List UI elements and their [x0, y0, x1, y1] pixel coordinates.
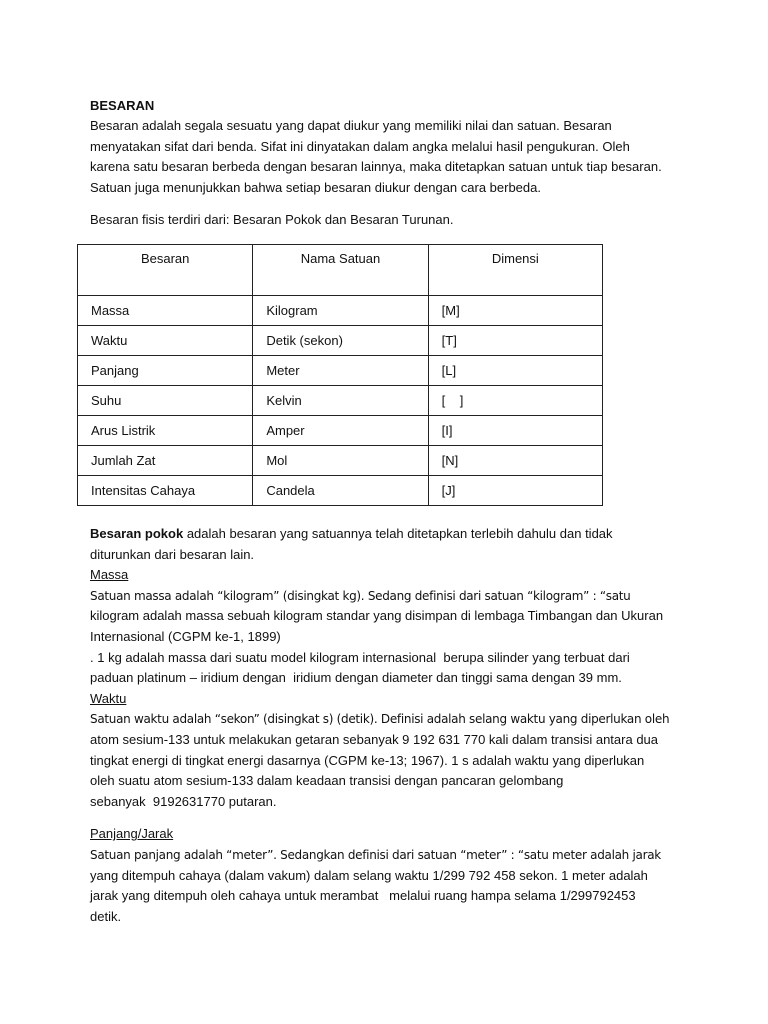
waktu-line: tingkat energi di tingkat energi dasarnya (CGPM ke-13; 1967). 1 s adalah waktu yang diperlukan [90, 752, 645, 768]
waktu-line: Satuan waktu adalah “sekon” (disingkat s) (detik). Definisi adalah selang waktu yang diperlukan oleh [90, 712, 670, 727]
table-cell: [M] [428, 296, 602, 326]
massa-line: Internasional (CGPM ke-1, 1899) [90, 628, 281, 644]
table-row [78, 326, 603, 356]
waktu-line: sebanyak 9192631770 putaran. [90, 793, 277, 809]
table-cell: [I] [428, 416, 602, 446]
table-cell: Panjang [78, 356, 253, 386]
pokok-line [90, 524, 690, 545]
table-cell: Kelvin [253, 386, 428, 416]
table-header-cell: Nama Satuan [253, 245, 428, 296]
table-row [78, 386, 603, 416]
intro-line: Satuan juga menunjukkan bahwa setiap besaran diukur dengan cara berbeda. [90, 179, 541, 195]
panjang-line: Satuan panjang adalah “meter”. Sedangkan definisi dari satuan “meter” : “satu meter adalah jarak [90, 847, 661, 862]
table-cell: Kilogram [253, 296, 428, 326]
table-cell: Meter [253, 356, 428, 386]
massa-heading: Massa [90, 567, 129, 583]
massa-line: kilogram adalah massa sebuah kilogram standar yang disimpan di lembaga Timbangan dan Ukuran [90, 608, 664, 624]
panjang-line: jarak yang ditempuh oleh cahaya untuk merambat melalui ruang hampa selama 1/299792453 [90, 888, 636, 904]
massa-line: Satuan massa adalah “kilogram” (disingkat kg). Sedang definisi dari satuan “kilogram” : “satu [90, 588, 631, 603]
table-cell: Candela [253, 476, 428, 506]
intro-line: menyatakan sifat dari benda. Sifat ini dinyatakan dalam angka melalui hasil pengukuran. Oleh [90, 138, 630, 154]
massa-line: paduan platinum – iridium dengan iridium dengan diameter dan tinggi sama dengan 39 mm. [90, 670, 622, 686]
table-cell: [J] [428, 476, 602, 506]
section-title: BESARAN [90, 98, 155, 113]
intro-line: Besaran adalah segala sesuatu yang dapat diukur yang memiliki nilai dan satuan. Besaran [90, 118, 612, 133]
pokok-rest: adalah besaran yang satuannya telah ditetapkan terlebih dahulu dan tidak [183, 526, 613, 541]
document-page [90, 96, 690, 924]
table-cell: Arus Listrik [78, 416, 253, 446]
definitions-section [90, 524, 690, 927]
table-cell: Intensitas Cahaya [78, 476, 253, 506]
massa-line: . 1 kg adalah massa dari suatu model kilogram internasional berupa silinder yang terbuat dari [90, 649, 630, 665]
table-cell: [N] [428, 446, 602, 476]
table-row [78, 416, 603, 446]
intro-line: karena satu besaran berbeda dengan besaran lainnya, maka ditetapkan satuan untuk tiap besaran. [90, 159, 662, 175]
table-cell: Amper [253, 416, 428, 446]
table-cell: Massa [78, 296, 253, 326]
table-cell: [ ] [428, 386, 602, 416]
table-header-row [78, 245, 603, 296]
table-cell: [T] [428, 326, 602, 356]
table-row [78, 476, 603, 506]
table-cell: [L] [428, 356, 602, 386]
panjang-heading: Panjang/Jarak [90, 826, 174, 842]
waktu-heading: Waktu [90, 690, 127, 706]
panjang-line: yang ditempuh cahaya (dalam vakum) dalam selang waktu 1/299 792 458 sekon. 1 meter adalah [90, 867, 648, 883]
intro-paragraph [90, 116, 690, 198]
table-cell: Jumlah Zat [78, 446, 253, 476]
table-cell: Suhu [78, 386, 253, 416]
table-cell: Detik (sekon) [253, 326, 428, 356]
table-cell: Mol [253, 446, 428, 476]
units-table [77, 244, 603, 506]
pokok-line: diturunkan dari besaran lain. [90, 546, 255, 562]
fisis-line: Besaran fisis terdiri dari: Besaran Pokok dan Besaran Turunan. [90, 212, 454, 228]
table-header-cell: Dimensi [428, 245, 602, 296]
waktu-line: atom sesium-133 untuk melakukan getaran sebanyak 9 192 631 770 kali dalam transisi antara dua [90, 731, 659, 747]
waktu-line: oleh suatu atom sesium-133 dalam keadaan transisi dengan pancaran gelombang [90, 773, 564, 789]
table-row [78, 296, 603, 326]
table-header-cell: Besaran [78, 245, 253, 296]
panjang-line: detik. [90, 908, 122, 924]
table-row [78, 446, 603, 476]
table-cell: Waktu [78, 326, 253, 356]
pokok-keyword: Besaran pokok [90, 526, 184, 541]
table-row [78, 356, 603, 386]
